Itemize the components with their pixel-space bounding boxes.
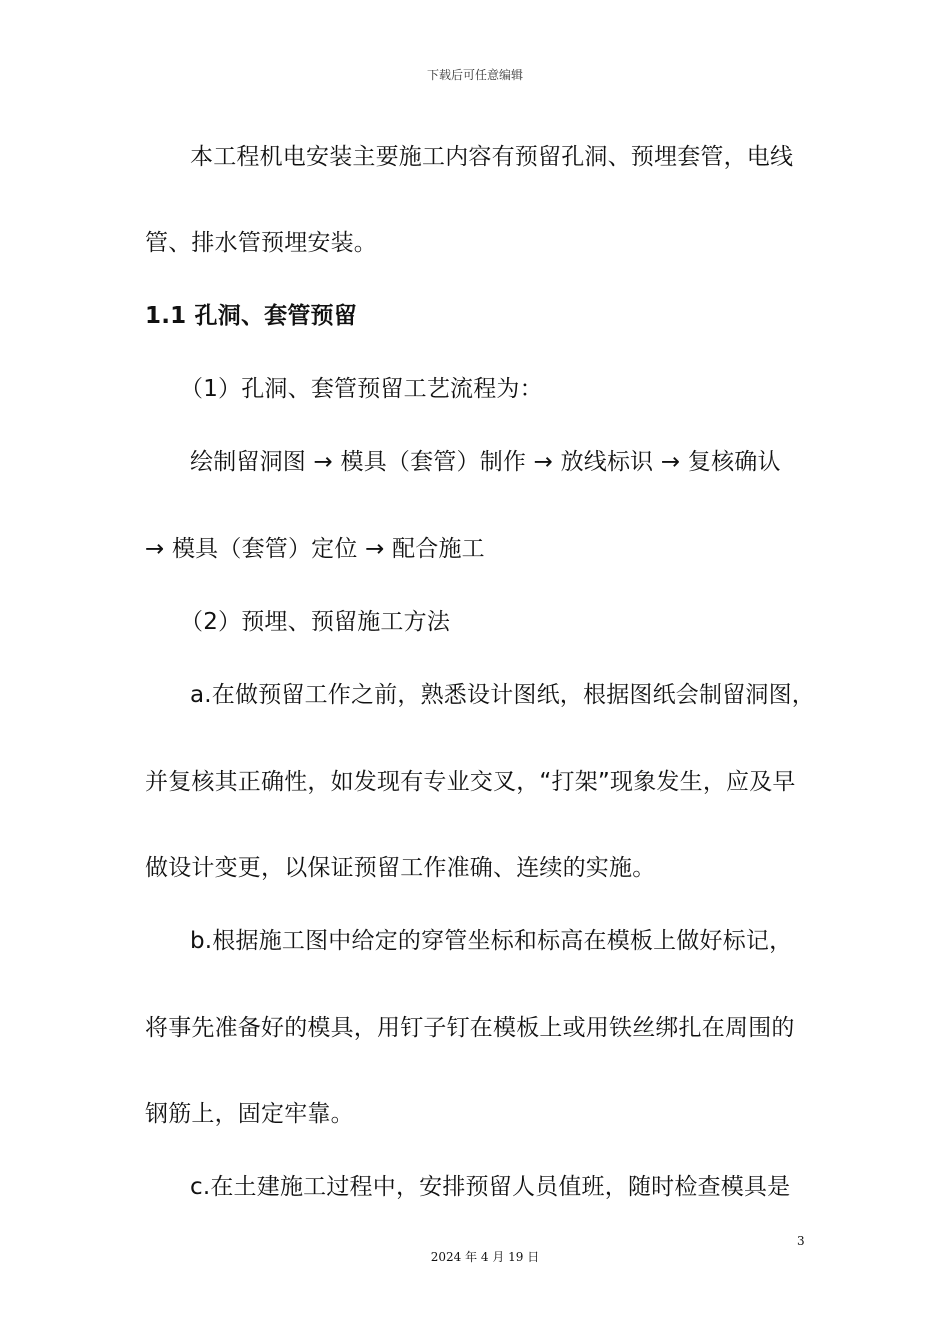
paragraph-line: 做设计变更，以保证预留工作准确、连续的实施。 [145, 855, 656, 881]
paragraph-line: 本工程机电安装主要施工内容有预留孔洞、预埋套管，电线 [190, 144, 794, 170]
process-flow-line: 绘制留洞图 → 模具（套管）制作 → 放线标识 → 复核确认 [190, 449, 781, 475]
page-number: 3 [797, 1234, 805, 1248]
process-flow-line: → 模具（套管）定位 → 配合施工 [145, 536, 485, 562]
paragraph-line: 将事先准备好的模具，用钉子钉在模板上或用铁丝绑扎在周围的 [145, 1015, 795, 1041]
paragraph-line: （2）预埋、预留施工方法 [180, 609, 451, 635]
section-heading: 1.1 孔洞、套管预留 [145, 303, 357, 329]
footer-date: 2024 年 4 月 19 日 [430, 1250, 540, 1264]
header-note: 下载后可任意编辑 [426, 68, 523, 82]
paragraph-line: 并复核其正确性，如发现有专业交叉，“打架”现象发生，应及早 [145, 769, 796, 795]
paragraph-line: （1）孔洞、套管预留工艺流程为： [180, 376, 543, 402]
paragraph-line: b.根据施工图中给定的穿管坐标和标高在模板上做好标记， [190, 928, 793, 954]
paragraph-line: 管、排水管预埋安装。 [145, 230, 377, 256]
paragraph-line: a.在做预留工作之前，熟悉设计图纸，根据图纸会制留洞图， [190, 682, 816, 708]
paragraph-line: 钢筋上，固定牢靠。 [145, 1101, 354, 1127]
paragraph-line: c.在土建施工过程中，安排预留人员值班，随时检查模具是 [190, 1174, 791, 1200]
